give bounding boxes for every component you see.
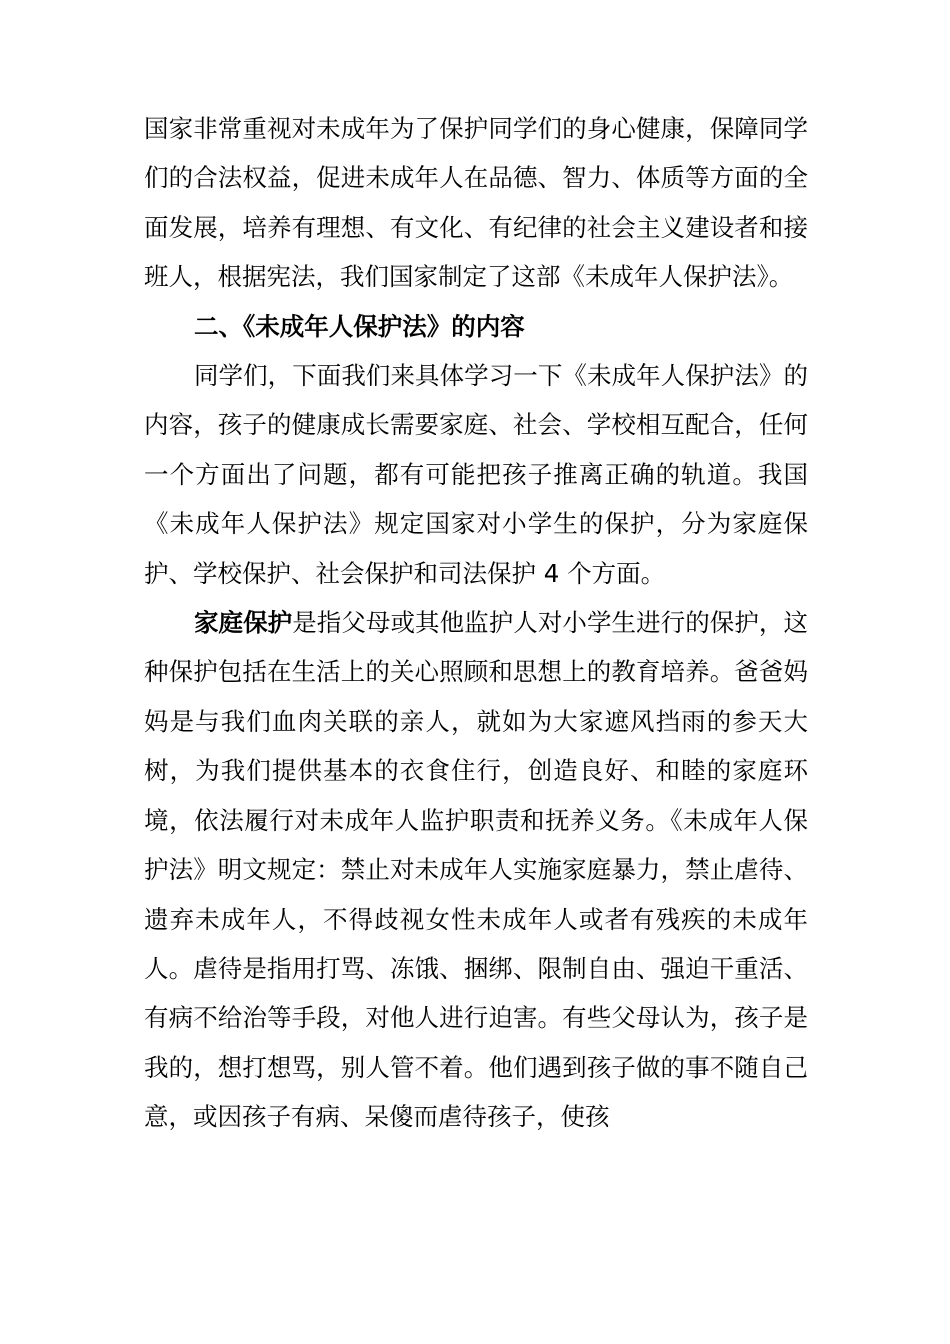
section-heading-content: 二、《未成年人保护法》的内容 [194, 311, 525, 341]
term-family-protection: 家庭保护 [194, 608, 293, 638]
paragraph-purpose: 国家非常重视对未成年为了保护同学们的身心健康，保障同学们的合法权益，促进未成年人在品德、智力、体质等方面的全面发展，培养有理想、有文化、有纪律的社会主义建设者和接班人，根据宪法，我们国家制定了这部《未成年人保护法》。 [144, 114, 808, 292]
document-body [144, 104, 808, 1142]
paragraph-intro-content: 同学们，下面我们来具体学习一下《未成年人保护法》的内容，孩子的健康成长需要家庭、社会、学校相互配合，任何一个方面出了问题，都有可能把孩子推离正确的轨道。我国《未成年人保护法》规定国家对小学生的保护，分为家庭保护、学校保护、社会保护和司法保护 4 个方面。 [144, 361, 808, 588]
family-protection-text: 是指父母或其他监护人对小学生进行的保护，这种保护包括在生活上的关心照顾和思想上的教育培养。爸爸妈妈是与我们血肉关联的亲人，就如为大家遮风挡雨的参天大树，为我们提供基本的衣食住行，创造良好、和睦的家庭环境，依法履行对未成年人监护职责和抚养义务。《未成年人保护法》明文规定：禁止对未成年人实施家庭暴力，禁止虐待、遗弃未成年人，不得歧视女性未成年人或者有残疾的未成年人。虐待是指用打骂、冻饿、捆绑、限制自由、强迫干重活、有病不给治等手段，对他人进行迫害。有些父母认为，孩子是我的，想打想骂，别人管不着。他们遇到孩子做的事不随自己意，或因孩子有病、呆傻而虐待孩子，使孩 [144, 608, 808, 1132]
paragraph-family-protection [144, 598, 808, 1141]
